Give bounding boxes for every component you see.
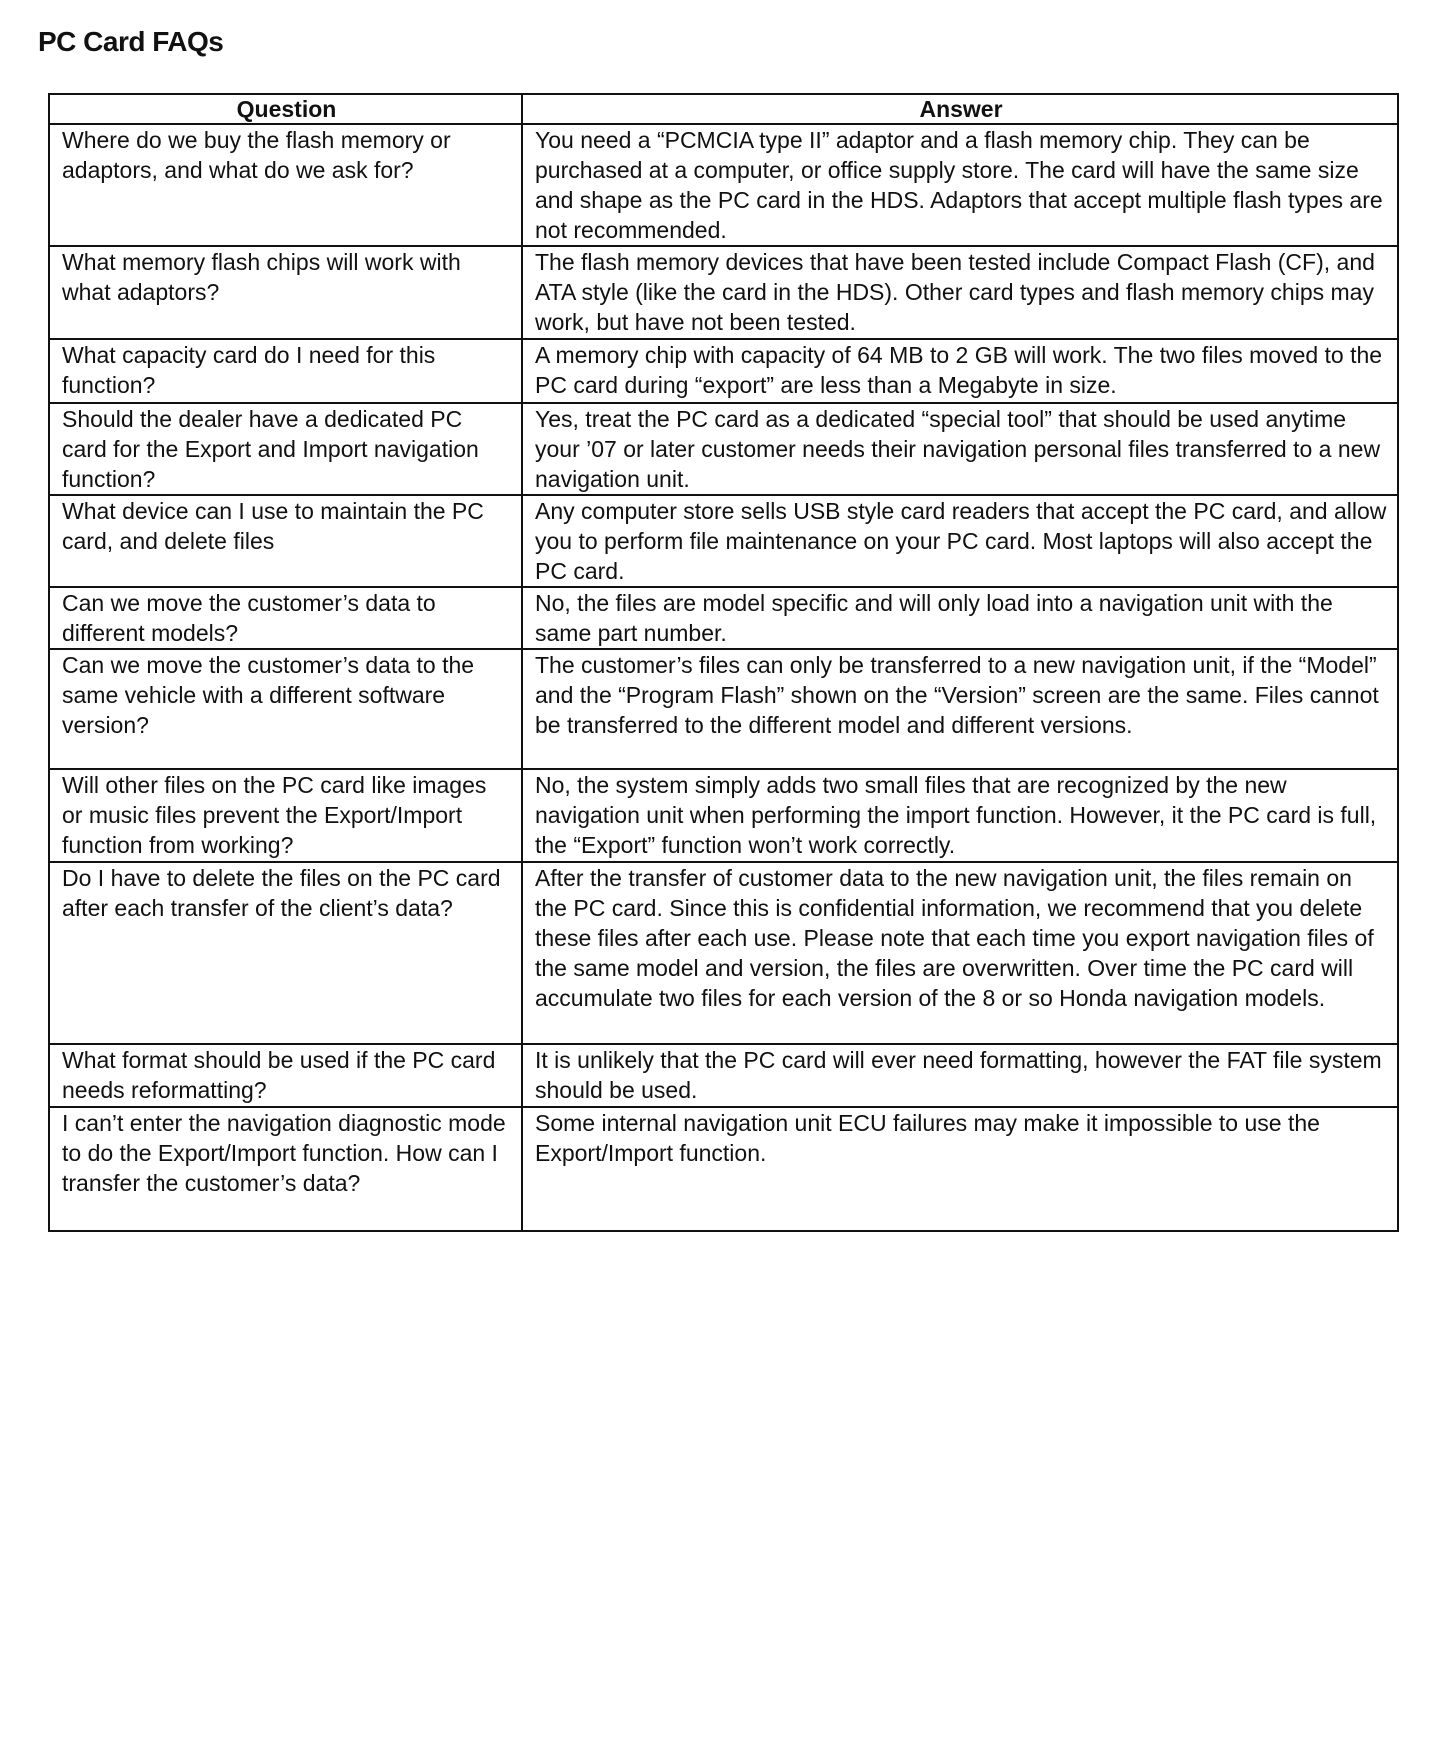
table-row <box>49 587 1398 649</box>
faq-table <box>48 93 1399 1232</box>
table-row <box>49 495 1398 587</box>
question-cell: Can we move the customer’s data to different models? <box>49 587 522 649</box>
table-row <box>49 339 1398 403</box>
answer-cell: You need a “PCMCIA type II” adaptor and a flash memory chip. They can be purchased at a computer, or office supply store. The card will have the same size and shape as the PC card in the HDS. Adaptors that accept multiple flash types are not recommended. <box>522 124 1398 246</box>
table-row <box>49 649 1398 769</box>
answer-cell: The customer’s files can only be transferred to a new navigation unit, if the “Model” and the “Program Flash” shown on the “Version” screen are the same. Files cannot be transferred to the different model and different versions. <box>522 649 1398 769</box>
question-cell: What format should be used if the PC card needs reformatting? <box>49 1044 522 1107</box>
question-cell: Where do we buy the flash memory or adaptors, and what do we ask for? <box>49 124 522 246</box>
answer-cell: Yes, treat the PC card as a dedicated “special tool” that should be used anytime your ’07 or later customer needs their navigation personal files transferred to a new navigation unit. <box>522 403 1398 495</box>
table-row <box>49 1107 1398 1231</box>
answer-cell: It is unlikely that the PC card will ever need formatting, however the FAT file system should be used. <box>522 1044 1398 1107</box>
question-cell: What capacity card do I need for this function? <box>49 339 522 403</box>
table-row <box>49 862 1398 1044</box>
question-cell: Do I have to delete the files on the PC card after each transfer of the client’s data? <box>49 862 522 1044</box>
page-title: PC Card FAQs <box>38 26 224 57</box>
table-row <box>49 124 1398 246</box>
answer-cell: No, the system simply adds two small files that are recognized by the new navigation unit when performing the import function. However, it the PC card is full, the “Export” function won’t work correctly. <box>522 769 1398 862</box>
question-cell: What memory flash chips will work with what adaptors? <box>49 246 522 339</box>
answer-cell: After the transfer of customer data to the new navigation unit, the files remain on the PC card. Since this is confidential information, we recommend that you delete these files after each use. Please note that each time you export navigation files of the same model and version, the files are overwritten. Over time the PC card will accumulate two files for each version of the 8 or so Honda navigation models. <box>522 862 1398 1044</box>
table-row <box>49 769 1398 862</box>
table-row <box>49 403 1398 495</box>
question-column-header: Question <box>49 94 522 124</box>
answer-cell: Some internal navigation unit ECU failures may make it impossible to use the Export/Import function. <box>522 1107 1398 1231</box>
question-cell: I can’t enter the navigation diagnostic mode to do the Export/Import function. How can I transfer the customer’s data? <box>49 1107 522 1231</box>
answer-cell: No, the files are model specific and will only load into a navigation unit with the same part number. <box>522 587 1398 649</box>
question-cell: Should the dealer have a dedicated PC card for the Export and Import navigation function? <box>49 403 522 495</box>
question-cell: What device can I use to maintain the PC card, and delete files <box>49 495 522 587</box>
answer-column-header: Answer <box>522 94 1398 124</box>
table-row <box>49 246 1398 339</box>
question-cell: Will other files on the PC card like images or music files prevent the Export/Import function from working? <box>49 769 522 862</box>
question-cell: Can we move the customer’s data to the same vehicle with a different software version? <box>49 649 522 769</box>
answer-cell: Any computer store sells USB style card readers that accept the PC card, and allow you to perform file maintenance on your PC card. Most laptops will also accept the PC card. <box>522 495 1398 587</box>
table-row <box>49 1044 1398 1107</box>
answer-cell: A memory chip with capacity of 64 MB to 2 GB will work. The two files moved to the PC card during “export” are less than a Megabyte in size. <box>522 339 1398 403</box>
table-header-row <box>49 94 1398 124</box>
answer-cell: The flash memory devices that have been tested include Compact Flash (CF), and ATA style (like the card in the HDS). Other card types and flash memory chips may work, but have not been tested. <box>522 246 1398 339</box>
